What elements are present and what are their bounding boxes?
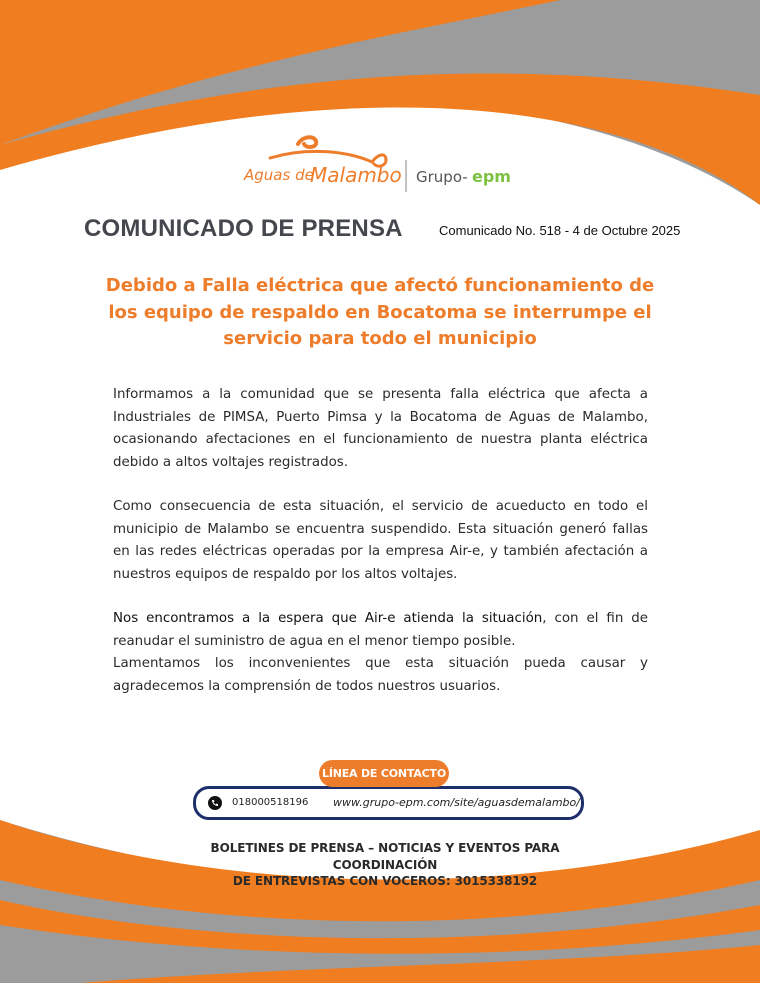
body-paragraph-1: Informamos a la comunidad que se presenta falla eléctrica que afecta a Industriales de PIMSA, Puerto Pimsa y la Bocatoma de Aguas de Malambo, ocasionando afectaciones en el funcionamiento de nuestra planta eléctrica debido a altos voltajes registrados. [113, 387, 648, 470]
footer-line-2: DE ENTREVISTAS CON VOCEROS: 3015338192 [232, 874, 538, 888]
contact-phone[interactable]: 018000518196 [232, 797, 309, 808]
contact-website-link[interactable]: www.grupo-epm.com/site/aguasdemalambo/ [333, 796, 580, 809]
contact-box [193, 786, 584, 820]
body-paragraph-4: Lamentamos los inconvenientes que esta situación pueda causar y agradecemos la comprensión de todos nuestros usuarios. [113, 656, 648, 694]
aguas-de-malambo-logo [240, 130, 530, 200]
headline: Debido a Falla eléctrica que afectó funcionamiento de los equipo de respaldo en Bocatoma se interrumpe el servicio para todo el municipio [105, 275, 655, 349]
logo-text-malambo: Malambo [310, 163, 402, 187]
footer-note [160, 840, 610, 890]
logo-text-grupo: Grupo- [416, 168, 468, 186]
logo-text-epm: epm [472, 167, 511, 186]
body-paragraph-3-highlight: Nos encontramos a la espera que Air-e atienda la situación [113, 611, 543, 626]
logo-area [0, 130, 760, 200]
phone-icon [208, 796, 222, 810]
body-paragraph-2: Como consecuencia de esta situación, el servicio de acueducto en todo el municipio de Malambo se encuentra suspendido. Esta situación generó fallas en las redes eléctricas operadas por la empresa Air-e, y también afectación a nuestros equipos de respaldo por los altos voltajes. [113, 499, 648, 582]
page-title: COMUNICADO DE PRENSA [84, 215, 403, 242]
footer-line-1: BOLETINES DE PRENSA – NOTICIAS Y EVENTOS PARA COORDINACIÓN [210, 841, 560, 872]
logo-text-aguas: Aguas de [244, 166, 314, 184]
body-paragraph-3-rest: , con el fin de reanudar el suministro de agua en el menor tiempo posible. [113, 611, 648, 649]
body-paragraph-3 [113, 608, 648, 698]
contact-line-badge: LÍNEA DE CONTACTO [319, 760, 449, 787]
press-reference: Comunicado No. 518 - 4 de Octubre 2025 [439, 223, 681, 238]
